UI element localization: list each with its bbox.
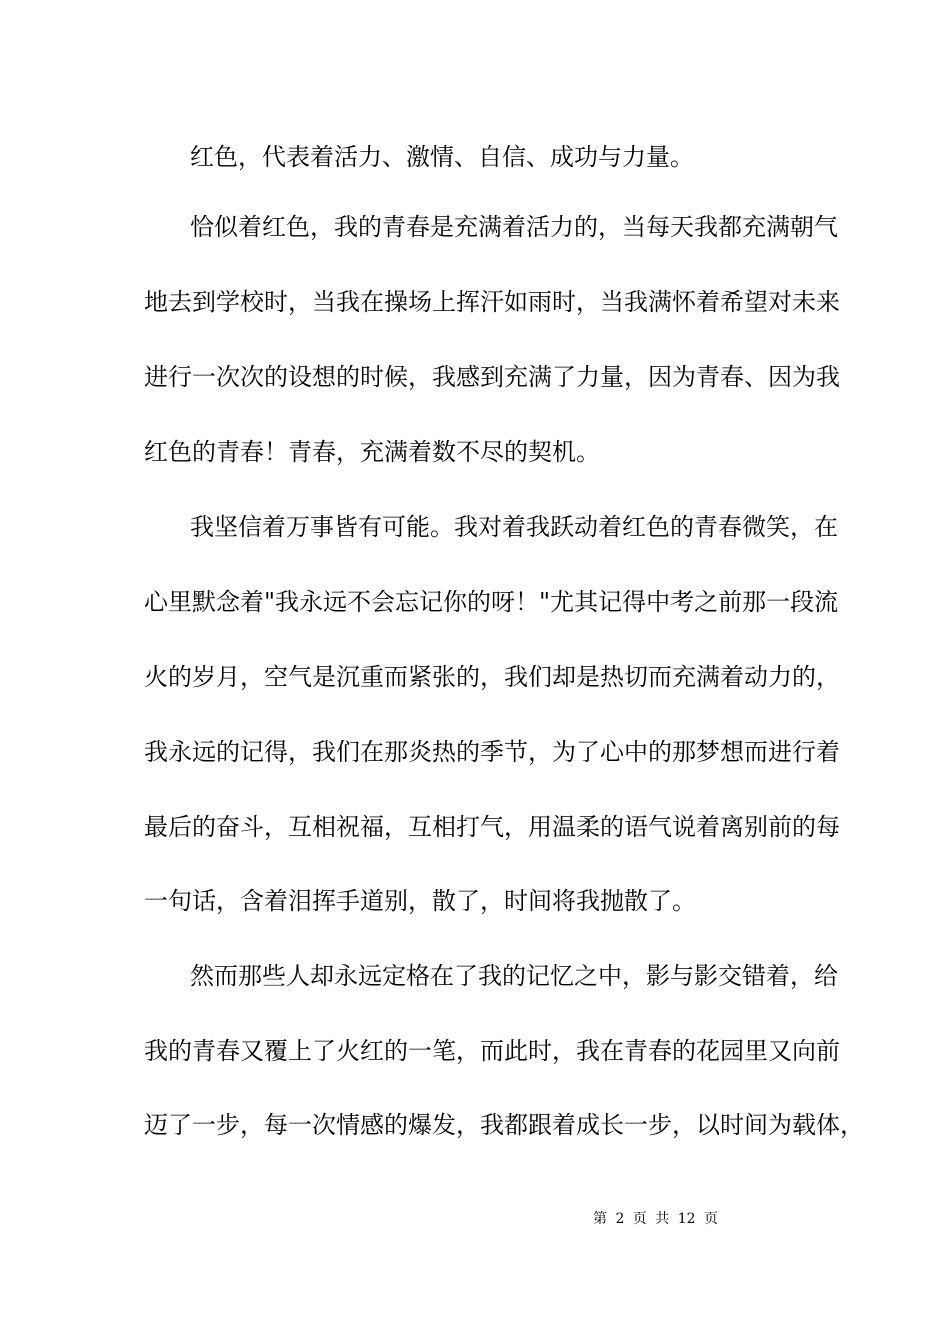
page-number-footer: 第 2 页 共 12 页 [593, 1211, 718, 1227]
paragraph-line: 我永远的记得，我们在那炎热的季节，为了心中的那梦想而进行着 [144, 738, 840, 766]
paragraph-line: 我坚信着万事皆有可能。我对着我跃动着红色的青春微笑，在 [190, 513, 838, 541]
paragraph-line: 我的青春又覆上了火红的一笔，而此时，我在青春的花园里又向前 [144, 1037, 840, 1065]
paragraph-line: 最后的奋斗，互相祝福，互相打气，用温柔的语气说着离别前的每 [144, 813, 840, 841]
paragraph-line: 迈了一步，每一次情感的爆发，我都跟着成长一步，以时间为载体， [144, 1111, 864, 1139]
paragraph-line: 地去到学校时，当我在操场上挥汗如雨时，当我满怀着希望对未来 [144, 288, 840, 316]
paragraph-line: 红色，代表着活力、激情、自信、成功与力量。 [190, 143, 694, 171]
paragraph-line: 红色的青春！青春，充满着数不尽的契机。 [144, 438, 600, 466]
paragraph-line: 进行一次次的设想的时候，我感到充满了力量，因为青春、因为我 [144, 363, 840, 391]
paragraph-line: 然而那些人却永远定格在了我的记忆之中，影与影交错着，给 [190, 962, 838, 990]
paragraph-line: 恰似着红色，我的青春是充满着活力的，当每天我都充满朝气 [190, 213, 838, 241]
paragraph-line: 心里默念着"我永远不会忘记你的呀！"尤其记得中考之前那一段流 [144, 588, 839, 616]
paragraph-line: 火的岁月，空气是沉重而紧张的，我们却是热切而充满着动力的， [144, 663, 840, 691]
paragraph-line: 一句话，含着泪挥手道别，散了，时间将我抛散了。 [144, 887, 696, 915]
